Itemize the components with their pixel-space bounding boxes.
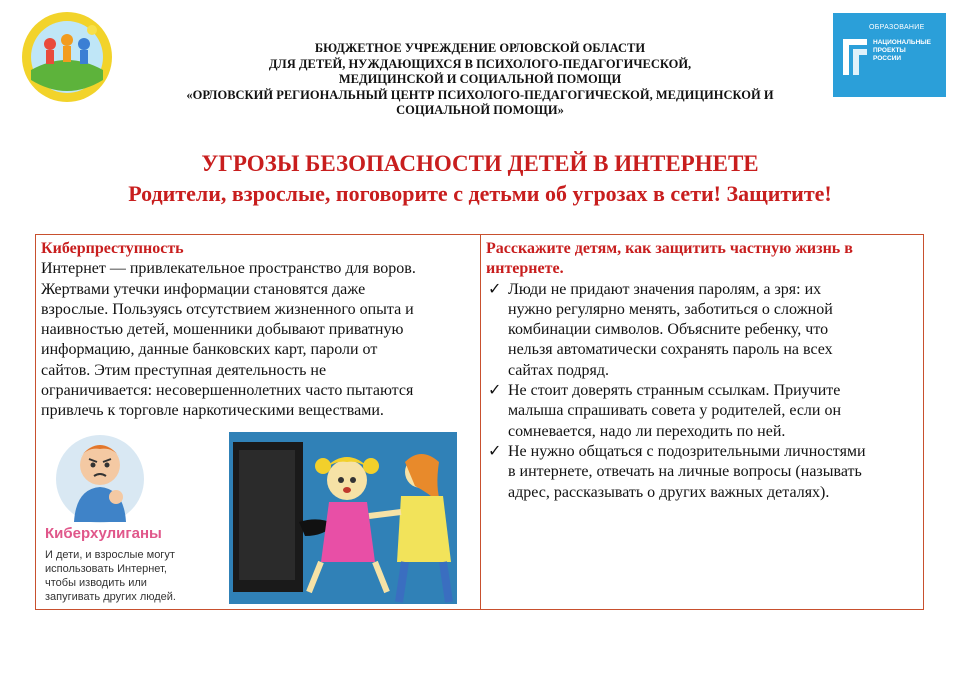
org-line: МЕДИЦИНСКОЙ И СОЦИАЛЬНОЙ ПОМОЩИ [338, 72, 622, 86]
left-text-line: наивностью детей, мошенники добывают приватную [41, 321, 404, 339]
right-heading-line: интернете. [486, 260, 564, 278]
left-text-line: привлечь к торговле наркотическими веществами. [41, 402, 384, 420]
tip-line: адрес, рассказывать о других важных деталях). [508, 483, 830, 501]
cyberbully-title: Киберхулиганы [45, 525, 162, 542]
left-heading: Киберпреступность [41, 240, 184, 257]
left-text-line: Интернет — привлекательное пространство для воров. [41, 260, 416, 278]
center-logo [20, 10, 114, 104]
org-line: «ОРЛОВСКИЙ РЕГИОНАЛЬНЫЙ ЦЕНТР ПСИХОЛОГО-ПЕДАГОГИЧЕСКОЙ, МЕДИЦИНСКОЙ И [186, 87, 774, 102]
org-line: БЮДЖЕТНОЕ УЧРЕЖДЕНИЕ ОРЛОВСКОЙ ОБЛАСТИ [314, 41, 646, 55]
tip-item [486, 381, 916, 442]
organization-name [130, 41, 830, 119]
org-line: СОЦИАЛЬНОЙ ПОМОЩИ» [396, 103, 564, 117]
tip-line: в интернете, отвечать на личные вопросы (называть [508, 463, 862, 481]
logo-line: НАЦИОНАЛЬНЫЕ [873, 39, 931, 46]
checkmark-icon: ✓ [488, 442, 502, 460]
tip-line: Не нужно общаться с подозрительными личностями [508, 442, 866, 460]
checkmark-icon: ✓ [488, 280, 502, 298]
logo-mark-icon [841, 35, 869, 79]
checkmark-icon: ✓ [488, 382, 502, 400]
logo-lines [873, 39, 931, 63]
tip-line: малыша спрашивать совета у родителей, если он [508, 402, 842, 420]
content-table [35, 234, 924, 610]
cyberbully-line: И дети, и взрослые могут [45, 549, 175, 561]
tip-line: сайтах подряд. [508, 361, 609, 379]
national-projects-logo [833, 13, 946, 97]
tip-line: нельзя автоматически сохранять пароль на всех [508, 341, 833, 359]
cyberbully-line: запугивать других людей. [45, 591, 176, 603]
left-text-line: взрослые. Пользуясь отсутствием жизненного опыта и [41, 300, 414, 318]
tip-item [486, 280, 916, 381]
column-divider [480, 235, 481, 609]
tip-line: Люди не придают значения паролям, а зря: их [508, 280, 822, 298]
tip-line: Не стоит доверять странным ссылкам. Приучите [508, 382, 841, 400]
left-column [41, 239, 473, 422]
cyberbully-card [36, 427, 226, 607]
logo-small-text: ОБРАЗОВАНИЕ [869, 24, 925, 31]
right-heading-line: Расскажите детям, как защитить частную жизнь в [486, 240, 853, 257]
tip-item [486, 442, 916, 503]
logo-line: ПРОЕКТЫ [873, 47, 906, 54]
tips-list [486, 280, 916, 503]
left-text-line: Жертвами утечки информации становятся даже [41, 280, 366, 298]
cyberbully-line: чтобы изводить или [45, 577, 147, 589]
tip-line: нужно регулярно менять, заботиться о сложной [508, 300, 833, 318]
left-text-line: сайтов. Этим преступная деятельность не [41, 361, 327, 379]
tip-line: комбинации символов. Объясните ребенку, что [508, 321, 829, 339]
right-column [486, 239, 916, 503]
logo-line: РОССИИ [873, 55, 902, 62]
internet-danger-illustration [229, 432, 457, 604]
cyberbully-line: использовать Интернет, [45, 563, 167, 575]
page-subtitle: Родители, взрослые, поговорите с детьми об угрозах в сети! Защитите! [128, 181, 832, 206]
org-line: ДЛЯ ДЕТЕЙ, НУЖДАЮЩИХСЯ В ПСИХОЛОГО-ПЕДАГОГИЧЕСКОЙ, [268, 56, 692, 71]
page-title: УГРОЗЫ БЕЗОПАСНОСТИ ДЕТЕЙ В ИНТЕРНЕТЕ [201, 151, 759, 176]
angry-boy-illustration [52, 427, 152, 525]
left-text-line: информацию, данные банковских карт, пароли от [41, 341, 378, 359]
tip-line: сомневается, надо ли переходить по ней. [508, 422, 786, 440]
cyberbully-text [45, 548, 225, 604]
right-heading [486, 239, 916, 280]
left-text-line: ограничивается: несовершеннолетних часто пытаются [41, 382, 414, 400]
